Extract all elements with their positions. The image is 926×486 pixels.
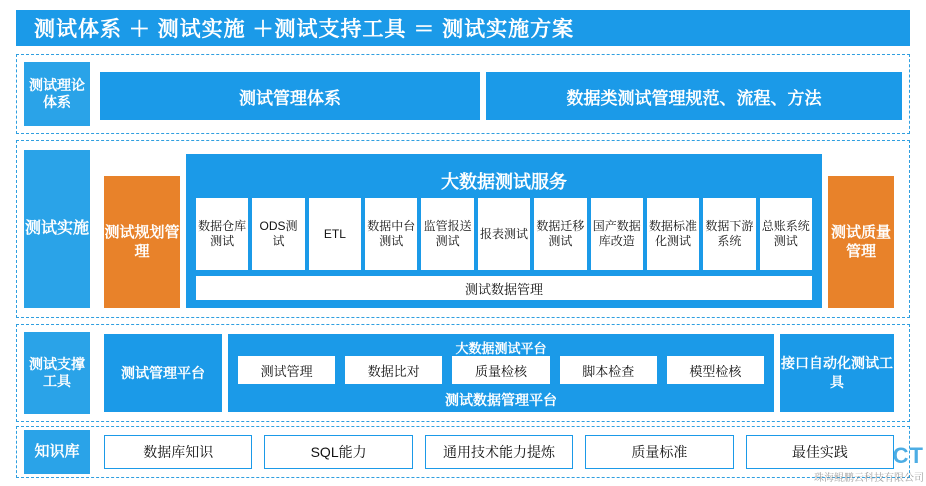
impl-core-panel [186,154,822,308]
knowledge-cell-list [104,430,894,474]
row-label-knowledge-base: 知识库 [24,430,90,474]
impl-box-test-quality[interactable]: 测试质量管理 [828,176,894,308]
tools-cell[interactable]: 脚本检查 [560,356,657,384]
tools-box-test-management-platform[interactable]: 测试管理平台 [104,334,222,412]
impl-cell[interactable]: 数据标准化测试 [647,198,699,270]
tools-core-footer: 测试数据管理平台 [445,392,557,408]
tools-cell[interactable]: 质量检核 [452,356,549,384]
tools-cell[interactable]: 数据比对 [345,356,442,384]
tools-core-title: 大数据测试平台 [455,341,547,356]
impl-footer-test-data-management[interactable]: 测试数据管理 [196,276,812,300]
impl-cell[interactable]: 总账系统测试 [760,198,812,270]
diagram-title: 测试体系 ＋ 测试实施 ＋测试支持工具 ＝ 测试实施方案 [34,18,575,41]
knowledge-cell[interactable]: 最佳实践 [746,435,894,469]
knowledge-cell[interactable]: SQL能力 [264,435,412,469]
diagram-title-bar [16,10,910,46]
tools-cell[interactable]: 测试管理 [238,356,335,384]
watermark-company: 珠海鲲鹏云科技有限公司 [814,473,924,484]
tools-core-panel [228,334,774,412]
impl-cell[interactable]: 数据迁移测试 [534,198,586,270]
watermark-logo: CT [892,443,924,468]
impl-cell[interactable]: 数据中台测试 [365,198,417,270]
tools-cell-list [238,356,764,384]
row-label-support-tools: 测试支撑工具 [24,332,90,414]
impl-cell[interactable]: 监管报送测试 [421,198,473,270]
impl-box-test-planning[interactable]: 测试规划管理 [104,176,180,308]
impl-core-title: 大数据测试服务 [441,172,567,192]
row-label-theory: 测试理论体系 [24,62,90,126]
impl-cell[interactable]: ETL [309,198,361,270]
knowledge-cell[interactable]: 质量标准 [585,435,733,469]
tools-cell[interactable]: 模型检核 [667,356,764,384]
knowledge-cell[interactable]: 通用技术能力提炼 [425,435,573,469]
impl-cell-list [196,198,812,270]
row-label-implementation: 测试实施 [24,150,90,308]
impl-cell[interactable]: 数据仓库测试 [196,198,248,270]
impl-cell[interactable]: 数据下游系统 [703,198,755,270]
tools-box-api-automation[interactable]: 接口自动化测试工具 [780,334,894,412]
knowledge-cell[interactable]: 数据库知识 [104,435,252,469]
impl-cell[interactable]: 报表测试 [478,198,530,270]
theory-box-data-standards[interactable]: 数据类测试管理规范、流程、方法 [486,72,902,120]
theory-box-management-system[interactable]: 测试管理体系 [100,72,480,120]
impl-cell[interactable]: ODS测试 [252,198,304,270]
impl-cell[interactable]: 国产数据库改造 [591,198,643,270]
